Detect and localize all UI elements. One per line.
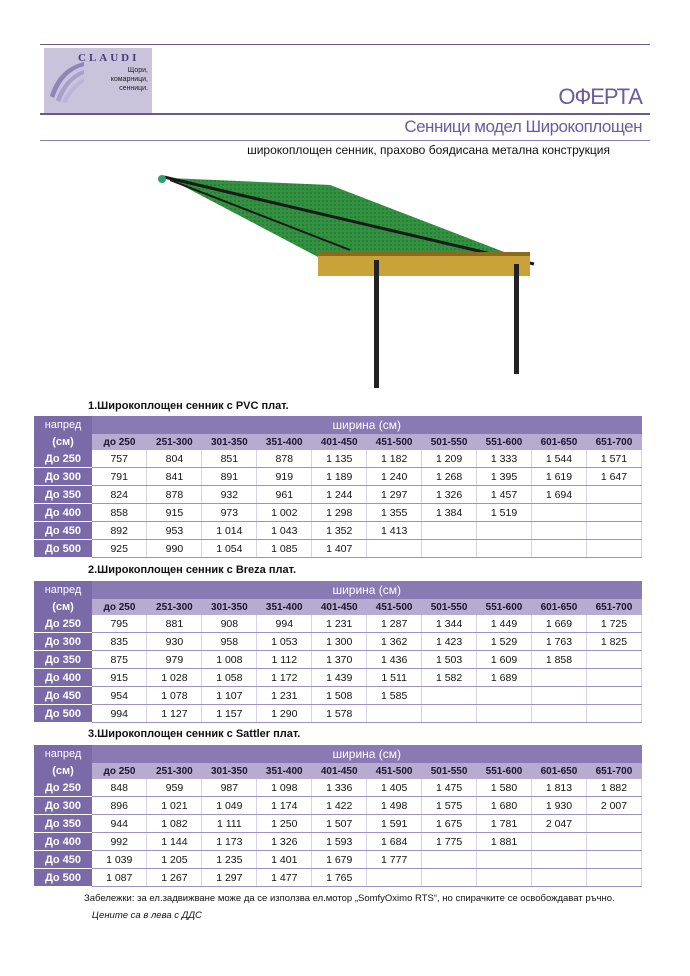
- price-cell: 1 058: [202, 669, 257, 687]
- price-cell: 925: [92, 540, 147, 558]
- price-cell: 994: [257, 615, 312, 633]
- price-cell: 1 423: [422, 633, 477, 651]
- row-label: До 350: [34, 815, 92, 833]
- price-cell: 757: [92, 450, 147, 468]
- price-cell: 1 413: [367, 522, 422, 540]
- price-cell: 1 053: [257, 633, 312, 651]
- price-cell: 1 401: [257, 851, 312, 869]
- column-header: до 250: [92, 599, 147, 615]
- price-cell: 1 297: [202, 869, 257, 887]
- corner-label: (см): [34, 599, 92, 615]
- column-header: 351-400: [257, 763, 312, 779]
- price-cell: [586, 522, 641, 540]
- price-cell: 1 054: [202, 540, 257, 558]
- column-header: 551-600: [477, 599, 532, 615]
- row-label: До 400: [34, 669, 92, 687]
- price-cell: 987: [202, 779, 257, 797]
- price-cell: [422, 705, 477, 723]
- column-header: 451-500: [367, 763, 422, 779]
- price-cell: 1 619: [532, 468, 587, 486]
- column-header: 501-550: [422, 434, 477, 450]
- row-label: До 500: [34, 705, 92, 723]
- table-row: [34, 669, 642, 687]
- price-cell: 958: [202, 633, 257, 651]
- price-cell: [586, 540, 641, 558]
- price-cell: 878: [147, 486, 202, 504]
- price-cell: 1 593: [312, 833, 367, 851]
- logo-tagline-line: сенници.: [119, 85, 148, 92]
- price-cell: 961: [257, 486, 312, 504]
- price-cell: 1 881: [477, 833, 532, 851]
- column-header: 501-550: [422, 763, 477, 779]
- corner-label: напред: [34, 745, 92, 763]
- price-cell: 1 585: [367, 687, 422, 705]
- price-cell: [477, 540, 532, 558]
- price-cell: [586, 705, 641, 723]
- row-label: До 450: [34, 522, 92, 540]
- table-title: 2.Широкоплощен сенник с Breza плат.: [88, 564, 297, 576]
- price-cell: 1 014: [202, 522, 257, 540]
- table-row: [34, 705, 642, 723]
- column-header: 601-650: [532, 434, 587, 450]
- price-cell: 1 039: [92, 851, 147, 869]
- row-label: До 250: [34, 779, 92, 797]
- price-cell: 1 694: [532, 486, 587, 504]
- price-cell: 1 498: [367, 797, 422, 815]
- price-cell: 881: [147, 615, 202, 633]
- price-cell: 1 395: [477, 468, 532, 486]
- product-description: широкоплощен сенник, прахово боядисана метална конструкция: [247, 143, 610, 157]
- price-cell: 919: [257, 468, 312, 486]
- price-cell: 915: [147, 504, 202, 522]
- price-cell: [477, 705, 532, 723]
- price-cell: 1 511: [367, 669, 422, 687]
- table-row: [34, 833, 642, 851]
- price-cell: [586, 851, 641, 869]
- price-cell: 848: [92, 779, 147, 797]
- footnote: [84, 890, 624, 924]
- column-header: 251-300: [147, 599, 202, 615]
- price-cell: [532, 833, 587, 851]
- price-cell: [586, 869, 641, 887]
- row-label: До 500: [34, 869, 92, 887]
- price-cell: [367, 705, 422, 723]
- column-header: 601-650: [532, 763, 587, 779]
- column-header: 451-500: [367, 434, 422, 450]
- price-cell: 1 507: [312, 815, 367, 833]
- price-cell: [532, 705, 587, 723]
- price-cell: [586, 486, 641, 504]
- column-header: 451-500: [367, 599, 422, 615]
- price-cell: 1 135: [312, 450, 367, 468]
- price-cell: [532, 851, 587, 869]
- price-cell: 1 679: [312, 851, 367, 869]
- price-cell: 1 609: [477, 651, 532, 669]
- price-cell: 875: [92, 651, 147, 669]
- price-cell: 1 457: [477, 486, 532, 504]
- price-cell: 892: [92, 522, 147, 540]
- width-header: ширина (см): [92, 581, 642, 599]
- price-cell: 1 107: [202, 687, 257, 705]
- price-cell: [477, 687, 532, 705]
- row-label: До 300: [34, 468, 92, 486]
- price-cell: [422, 687, 477, 705]
- table-row: [34, 540, 642, 558]
- column-header: 551-600: [477, 763, 532, 779]
- price-cell: [477, 522, 532, 540]
- price-cell: 858: [92, 504, 147, 522]
- column-header: 301-350: [202, 434, 257, 450]
- price-cell: 1 675: [422, 815, 477, 833]
- price-cell: 1 174: [257, 797, 312, 815]
- price-cell: 994: [92, 705, 147, 723]
- price-cell: 1 300: [312, 633, 367, 651]
- corner-label: (см): [34, 763, 92, 779]
- width-header: ширина (см): [92, 416, 642, 434]
- price-cell: 908: [202, 615, 257, 633]
- price-cell: 1 157: [202, 705, 257, 723]
- price-cell: [586, 651, 641, 669]
- column-header: 251-300: [147, 434, 202, 450]
- price-cell: 851: [202, 450, 257, 468]
- price-cell: 1 352: [312, 522, 367, 540]
- price-cell: 1 205: [147, 851, 202, 869]
- price-cell: 1 002: [257, 504, 312, 522]
- price-cell: 1 173: [202, 833, 257, 851]
- column-header: 401-450: [312, 434, 367, 450]
- price-cell: [477, 869, 532, 887]
- price-cell: [532, 540, 587, 558]
- table-row: [34, 522, 642, 540]
- price-cell: 835: [92, 633, 147, 651]
- price-cell: 878: [257, 450, 312, 468]
- price-table-breza: [34, 581, 642, 723]
- price-cell: 1 405: [367, 779, 422, 797]
- price-cell: [586, 504, 641, 522]
- price-cell: [367, 869, 422, 887]
- table-row: [34, 651, 642, 669]
- vat-note: Цените са в лева с ДДС: [91, 910, 202, 921]
- price-cell: 1 503: [422, 651, 477, 669]
- page-title: ОФЕРТА: [558, 84, 642, 109]
- price-cell: 954: [92, 687, 147, 705]
- price-cell: 1 028: [147, 669, 202, 687]
- price-cell: 1 680: [477, 797, 532, 815]
- price-cell: [532, 687, 587, 705]
- price-cell: 1 930: [532, 797, 587, 815]
- table-title: 3.Широкоплощен сенник с Sattler плат.: [88, 728, 301, 740]
- price-cell: 973: [202, 504, 257, 522]
- column-header: 351-400: [257, 434, 312, 450]
- price-cell: 1 297: [367, 486, 422, 504]
- price-cell: 1 422: [312, 797, 367, 815]
- table-row: [34, 869, 642, 887]
- column-header: 301-350: [202, 763, 257, 779]
- price-cell: 841: [147, 468, 202, 486]
- price-table-sattler: [34, 745, 642, 887]
- logo-tagline-line: комарници,: [110, 76, 148, 83]
- price-cell: 1 209: [422, 450, 477, 468]
- price-cell: 1 508: [312, 687, 367, 705]
- price-cell: 1 580: [477, 779, 532, 797]
- price-cell: 1 362: [367, 633, 422, 651]
- price-cell: 990: [147, 540, 202, 558]
- price-cell: 891: [202, 468, 257, 486]
- price-cell: 1 250: [257, 815, 312, 833]
- price-cell: [586, 687, 641, 705]
- price-cell: 1 336: [312, 779, 367, 797]
- price-cell: 1 268: [422, 468, 477, 486]
- price-cell: 1 298: [312, 504, 367, 522]
- table-row: [34, 504, 642, 522]
- price-cell: 1 049: [202, 797, 257, 815]
- column-header: 401-450: [312, 599, 367, 615]
- table-row: [34, 615, 642, 633]
- price-cell: 1 231: [312, 615, 367, 633]
- price-cell: [586, 815, 641, 833]
- price-cell: [586, 833, 641, 851]
- footnote-text: Забележки: за ел.задвижване може да се използва ел.мотор „SomfyOximo RTS“, но спирачките се освобождават ръчно.: [84, 893, 615, 904]
- price-cell: 804: [147, 450, 202, 468]
- row-label: До 400: [34, 833, 92, 851]
- price-cell: 979: [147, 651, 202, 669]
- row-label: До 250: [34, 615, 92, 633]
- price-cell: 1 439: [312, 669, 367, 687]
- price-cell: 1 043: [257, 522, 312, 540]
- price-cell: 1 087: [92, 869, 147, 887]
- column-header: 651-700: [586, 434, 641, 450]
- row-label: До 400: [34, 504, 92, 522]
- price-cell: 1 287: [367, 615, 422, 633]
- price-cell: [422, 540, 477, 558]
- price-cell: 915: [92, 669, 147, 687]
- price-cell: 1 172: [257, 669, 312, 687]
- table-row: [34, 486, 642, 504]
- price-cell: 1 231: [257, 687, 312, 705]
- price-cell: 896: [92, 797, 147, 815]
- price-cell: 1 775: [422, 833, 477, 851]
- table-row: [34, 468, 642, 486]
- table-row: [34, 779, 642, 797]
- price-cell: 2 007: [586, 797, 641, 815]
- price-cell: 1 813: [532, 779, 587, 797]
- price-cell: 1 127: [147, 705, 202, 723]
- logo-tagline: [90, 66, 148, 93]
- price-cell: 1 689: [477, 669, 532, 687]
- price-cell: 953: [147, 522, 202, 540]
- price-cell: 1 575: [422, 797, 477, 815]
- price-cell: 1 144: [147, 833, 202, 851]
- price-cell: [532, 522, 587, 540]
- price-cell: 1 669: [532, 615, 587, 633]
- table-row: [34, 851, 642, 869]
- column-header: 551-600: [477, 434, 532, 450]
- price-cell: 1 763: [532, 633, 587, 651]
- price-cell: [477, 851, 532, 869]
- title-rule: [40, 113, 650, 115]
- column-header: до 250: [92, 763, 147, 779]
- column-header: 401-450: [312, 763, 367, 779]
- price-cell: 1 384: [422, 504, 477, 522]
- column-header: 601-650: [532, 599, 587, 615]
- price-cell: 1 647: [586, 468, 641, 486]
- corner-label: (см): [34, 434, 92, 450]
- price-cell: 1 333: [477, 450, 532, 468]
- price-cell: 1 477: [257, 869, 312, 887]
- price-cell: [422, 869, 477, 887]
- price-cell: [532, 869, 587, 887]
- row-label: До 300: [34, 633, 92, 651]
- price-cell: 791: [92, 468, 147, 486]
- logo-brand: CLAUDI: [78, 52, 140, 64]
- price-cell: [532, 669, 587, 687]
- column-header: до 250: [92, 434, 147, 450]
- price-cell: 1 407: [312, 540, 367, 558]
- price-cell: 1 189: [312, 468, 367, 486]
- price-cell: 1 008: [202, 651, 257, 669]
- row-label: До 300: [34, 797, 92, 815]
- price-cell: 1 098: [257, 779, 312, 797]
- price-cell: 1 370: [312, 651, 367, 669]
- logo-tagline-line: Щори,: [127, 67, 148, 74]
- row-label: До 350: [34, 651, 92, 669]
- price-cell: 959: [147, 779, 202, 797]
- price-cell: 1 436: [367, 651, 422, 669]
- price-cell: 1 475: [422, 779, 477, 797]
- price-cell: 1 082: [147, 815, 202, 833]
- table-row: [34, 797, 642, 815]
- column-header: 301-350: [202, 599, 257, 615]
- table-row: [34, 815, 642, 833]
- column-header: 251-300: [147, 763, 202, 779]
- price-cell: 795: [92, 615, 147, 633]
- column-header: 651-700: [586, 599, 641, 615]
- table-row: [34, 687, 642, 705]
- subtitle-rule: [40, 140, 650, 141]
- price-cell: 1 112: [257, 651, 312, 669]
- price-cell: [422, 522, 477, 540]
- price-table-pvc: [34, 416, 642, 558]
- price-cell: 1 882: [586, 779, 641, 797]
- price-cell: 1 544: [532, 450, 587, 468]
- price-cell: 1 078: [147, 687, 202, 705]
- price-cell: 1 085: [257, 540, 312, 558]
- price-cell: 930: [147, 633, 202, 651]
- company-logo: [44, 48, 152, 114]
- corner-label: напред: [34, 581, 92, 599]
- price-cell: [367, 540, 422, 558]
- price-cell: 2 047: [532, 815, 587, 833]
- price-cell: [586, 669, 641, 687]
- price-cell: 1 449: [477, 615, 532, 633]
- price-cell: 1 021: [147, 797, 202, 815]
- page-subtitle: Сенници модел Широкоплощен: [404, 117, 642, 136]
- price-cell: 932: [202, 486, 257, 504]
- column-header: 351-400: [257, 599, 312, 615]
- price-cell: 1 529: [477, 633, 532, 651]
- price-cell: 1 182: [367, 450, 422, 468]
- price-cell: 1 825: [586, 633, 641, 651]
- price-cell: 1 582: [422, 669, 477, 687]
- price-cell: 824: [92, 486, 147, 504]
- price-cell: 1 578: [312, 705, 367, 723]
- row-label: До 450: [34, 687, 92, 705]
- price-cell: 1 326: [422, 486, 477, 504]
- row-label: До 350: [34, 486, 92, 504]
- price-cell: [532, 504, 587, 522]
- price-cell: 1 777: [367, 851, 422, 869]
- row-label: До 250: [34, 450, 92, 468]
- price-cell: [422, 851, 477, 869]
- width-header: ширина (см): [92, 745, 642, 763]
- price-cell: 1 858: [532, 651, 587, 669]
- price-cell: 1 344: [422, 615, 477, 633]
- price-cell: 1 355: [367, 504, 422, 522]
- price-cell: 1 267: [147, 869, 202, 887]
- price-cell: 1 240: [367, 468, 422, 486]
- price-cell: 1 591: [367, 815, 422, 833]
- price-cell: 1 781: [477, 815, 532, 833]
- table-row: [34, 633, 642, 651]
- row-label: До 500: [34, 540, 92, 558]
- corner-label: напред: [34, 416, 92, 434]
- price-cell: 1 725: [586, 615, 641, 633]
- price-cell: 1 765: [312, 869, 367, 887]
- table-row: [34, 450, 642, 468]
- price-cell: 1 290: [257, 705, 312, 723]
- price-cell: 1 326: [257, 833, 312, 851]
- column-header: 651-700: [586, 763, 641, 779]
- price-cell: 992: [92, 833, 147, 851]
- awning-photo: [150, 160, 545, 390]
- price-cell: 1 684: [367, 833, 422, 851]
- top-rule: [40, 44, 650, 45]
- price-cell: 944: [92, 815, 147, 833]
- column-header: 501-550: [422, 599, 477, 615]
- price-cell: 1 519: [477, 504, 532, 522]
- price-cell: 1 235: [202, 851, 257, 869]
- price-cell: 1 111: [202, 815, 257, 833]
- row-label: До 450: [34, 851, 92, 869]
- price-cell: 1 244: [312, 486, 367, 504]
- price-cell: 1 571: [586, 450, 641, 468]
- table-title: 1.Широкоплощен сенник с PVC плат.: [88, 400, 289, 412]
